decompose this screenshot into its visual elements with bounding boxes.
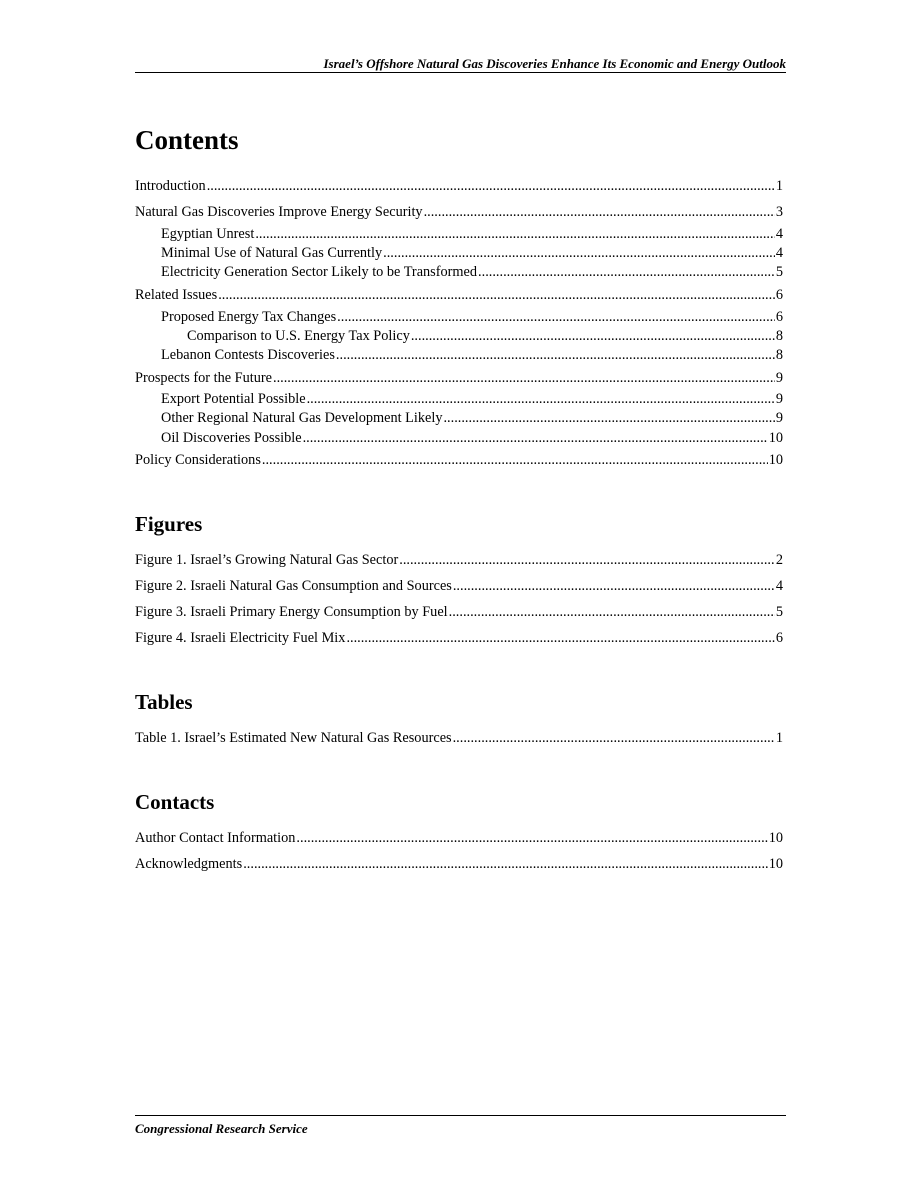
toc-entry-title: Introduction [135,178,206,194]
running-header: Israel’s Offshore Natural Gas Discoveries Enhance Its Economic and Energy Outlook [323,56,786,71]
toc-entry-page: 4 [775,578,783,594]
toc-entry-page: 8 [775,328,783,344]
toc-entry-title: Figure 3. Israeli Primary Energy Consumption by Fuel [135,604,448,620]
toc-leader-dots [262,451,768,469]
toc-leader-dots [478,263,775,281]
toc-entry[interactable] [135,603,783,621]
toc-entry-title: Figure 4. Israeli Electricity Fuel Mix [135,630,346,646]
toc-entry[interactable] [187,327,783,345]
toc-entry-title: Figure 2. Israeli Natural Gas Consumption and Sources [135,578,452,594]
toc-entry[interactable] [161,346,783,364]
toc-leader-dots [243,855,767,873]
toc-leader-dots [218,286,775,304]
toc-entry-title: Figure 1. Israel’s Growing Natural Gas Sector [135,552,399,568]
tables-heading: Tables [135,690,193,714]
toc-entry-page: 1 [775,178,783,194]
toc-entry-page: 6 [775,630,783,646]
toc-entry[interactable] [161,225,783,243]
toc-leader-dots [399,551,775,569]
toc-entry-title: Related Issues [135,287,218,303]
toc-leader-dots [255,225,775,243]
toc-entry[interactable] [135,855,783,873]
footer-rule [135,1115,786,1116]
toc-entry-page: 6 [775,309,783,325]
toc-entry[interactable] [135,451,783,469]
toc-entry-page: 10 [768,430,783,446]
toc-entry-page: 1 [775,730,783,746]
toc-entry-page: 10 [768,830,783,846]
toc-entry-title: Oil Discoveries Possible [161,430,302,446]
toc-leader-dots [453,577,775,595]
toc-entry[interactable] [161,429,783,447]
toc-leader-dots [336,346,775,364]
toc-entry[interactable] [135,203,783,221]
toc-entry-title: Acknowledgments [135,856,243,872]
toc-entry-page: 2 [775,552,783,568]
toc-entry-title: Export Potential Possible [161,391,306,407]
figures-heading: Figures [135,512,203,536]
toc-entry[interactable] [161,308,783,326]
toc-entry-title: Minimal Use of Natural Gas Currently [161,245,383,261]
toc-entry-page: 5 [775,604,783,620]
toc-leader-dots [411,327,775,345]
toc-entry[interactable] [135,577,783,595]
toc-entry-page: 6 [775,287,783,303]
toc-entry[interactable] [161,390,783,408]
toc-entry-page: 3 [775,204,783,220]
toc-leader-dots [296,829,767,847]
toc-entry-title: Prospects for the Future [135,370,272,386]
toc-leader-dots [337,308,775,326]
toc-entry[interactable] [161,244,783,262]
toc-entry-title: Lebanon Contests Discoveries [161,347,335,363]
contents-heading: Contents [135,125,239,155]
toc-entry-title: Proposed Energy Tax Changes [161,309,337,325]
toc-leader-dots [346,629,774,647]
toc-entry-page: 9 [775,370,783,386]
toc-entry[interactable] [135,829,783,847]
toc-leader-dots [383,244,775,262]
toc-entry-title: Egyptian Unrest [161,226,255,242]
toc-entry[interactable] [135,551,783,569]
toc-entry[interactable] [135,369,783,387]
toc-entry-title: Policy Considerations [135,452,261,468]
toc-entry[interactable] [135,177,783,195]
toc-entry-page: 10 [768,856,783,872]
toc-entry-page: 9 [775,410,783,426]
toc-entry[interactable] [135,729,783,747]
toc-entry-title: Electricity Generation Sector Likely to be Transformed [161,264,478,280]
toc-leader-dots [303,429,768,447]
toc-entry-title: Natural Gas Discoveries Improve Energy Security [135,204,423,220]
toc-entry-page: 10 [768,452,783,468]
toc-entry-title: Table 1. Israel’s Estimated New Natural Gas Resources [135,730,452,746]
toc-entry[interactable] [135,629,783,647]
toc-entry-page: 4 [775,226,783,242]
toc-leader-dots [449,603,775,621]
toc-entry[interactable] [161,263,783,281]
running-footer: Congressional Research Service [135,1121,308,1136]
toc-leader-dots [443,409,774,427]
toc-entry-page: 9 [775,391,783,407]
toc-leader-dots [307,390,775,408]
toc-entry-title: Other Regional Natural Gas Development Likely [161,410,443,426]
toc-leader-dots [424,203,775,221]
toc-entry-page: 4 [775,245,783,261]
toc-leader-dots [453,729,775,747]
header-rule [135,72,786,73]
toc-entry-title: Author Contact Information [135,830,296,846]
toc-entry-page: 5 [775,264,783,280]
toc-entry[interactable] [161,409,783,427]
contacts-heading: Contacts [135,790,215,814]
toc-entry[interactable] [135,286,783,304]
toc-leader-dots [273,369,775,387]
toc-entry-title: Comparison to U.S. Energy Tax Policy [187,328,410,344]
toc-leader-dots [207,177,775,195]
toc-entry-page: 8 [775,347,783,363]
